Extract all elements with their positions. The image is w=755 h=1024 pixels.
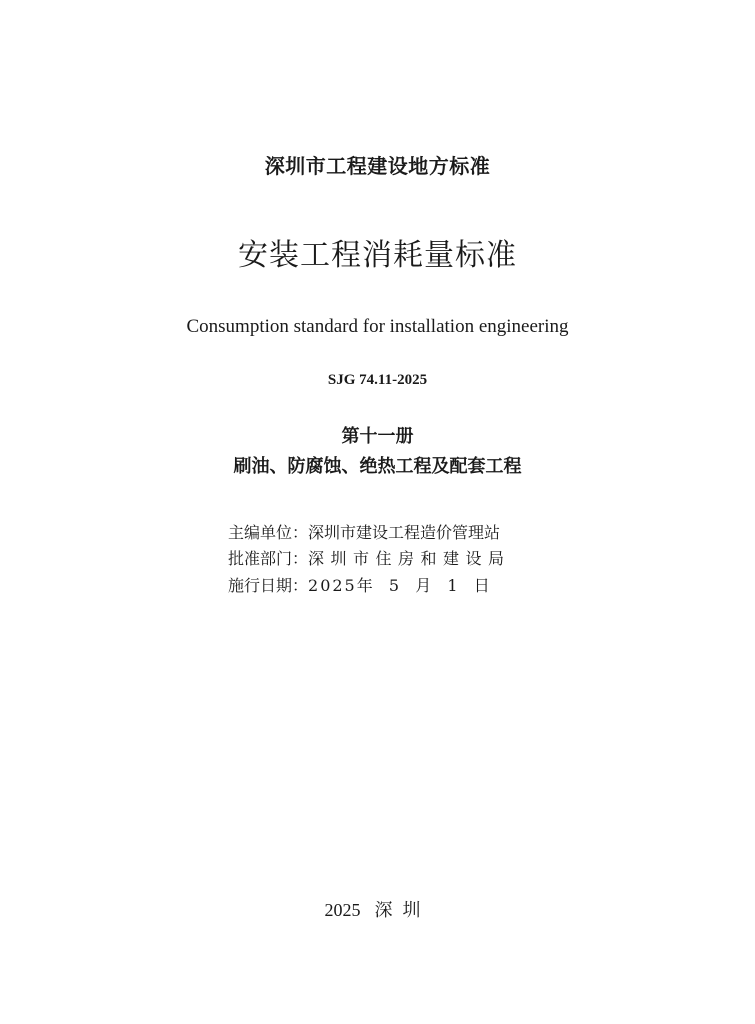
publication-year: 2025: [324, 900, 361, 920]
effective-date-value: 2025年 5 月 1 日: [308, 576, 492, 595]
publication-footer: [0, 896, 755, 922]
editor-label: 主编单位：: [228, 523, 309, 542]
volume-number: 第十一册: [341, 426, 414, 447]
editor-row: [228, 520, 500, 543]
effective-date-label: 施行日期：: [228, 576, 309, 595]
approver-row: [228, 546, 511, 569]
document-title-chinese: 安装工程消耗量标准: [238, 238, 517, 273]
standard-series-title: 深圳市工程建设地方标准: [264, 154, 491, 178]
volume-subtitle: 刷油、防腐蚀、绝热工程及配套工程: [233, 456, 522, 477]
editor-value: 深圳市建设工程造价管理站: [308, 523, 501, 542]
publication-city: 深圳: [374, 900, 431, 921]
approver-label: 批准部门：: [228, 549, 309, 568]
document-title-english: Consumption standard for installation engineering: [186, 316, 569, 337]
standard-code: SJG 74.11-2025: [327, 372, 428, 388]
approver-value: 深圳市住房和建设局: [308, 549, 511, 568]
effective-date-row: [228, 573, 492, 596]
